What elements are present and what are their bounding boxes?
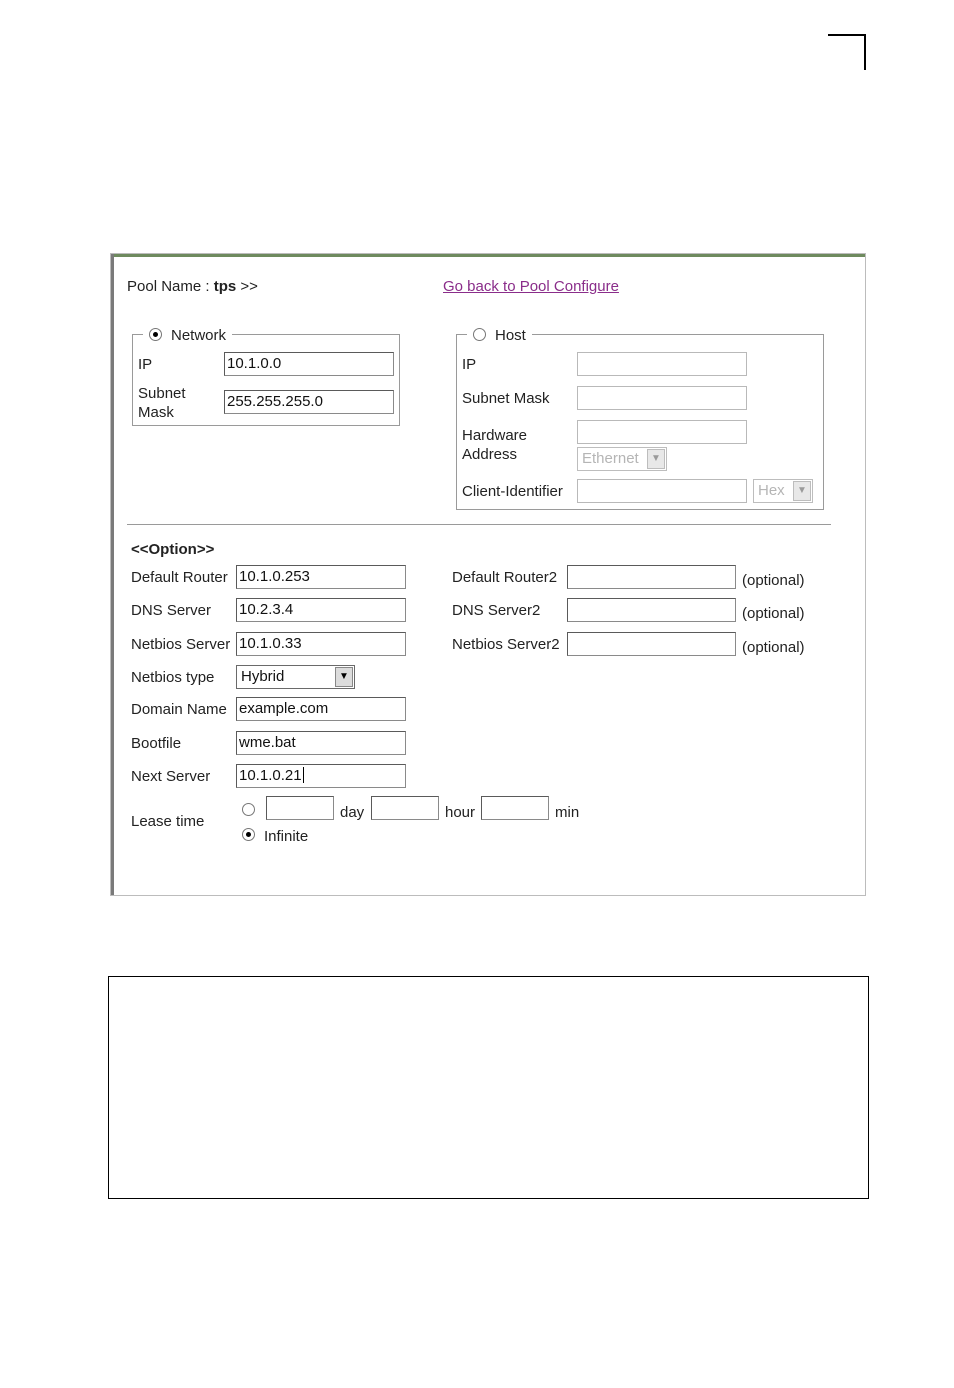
lease-day-input[interactable] — [266, 796, 334, 820]
network-ip-label: IP — [138, 356, 153, 373]
dns-server2-input[interactable] — [567, 598, 736, 622]
netbios-type-label: Netbios type — [131, 669, 215, 686]
host-client-id-type-value: Hex — [758, 482, 785, 499]
host-ip-input[interactable] — [577, 352, 747, 376]
host-legend-label: Host — [495, 327, 526, 344]
bootfile-label: Bootfile — [131, 735, 182, 752]
lease-min-input[interactable] — [481, 796, 549, 820]
pool-name-caption: Pool Name : — [127, 278, 214, 295]
network-ip-input[interactable]: 10.1.0.0 — [224, 352, 394, 376]
host-ip-label: IP — [462, 356, 477, 373]
network-radio[interactable] — [149, 328, 162, 341]
network-subnet-label-line2: Mask — [138, 404, 174, 421]
chevron-down-icon: ▼ — [647, 449, 665, 469]
host-client-id-label: Client-Identifier — [462, 483, 563, 500]
network-subnet-input[interactable]: 255.255.255.0 — [224, 390, 394, 414]
dns-server-label: DNS Server — [131, 602, 212, 619]
host-client-id-input[interactable] — [577, 479, 747, 503]
host-legend[interactable] — [467, 327, 532, 345]
default-router2-label: Default Router2 — [452, 569, 558, 586]
network-legend-label: Network — [171, 327, 227, 344]
bootfile-input[interactable]: wme.bat — [236, 731, 406, 755]
netbios-server2-label: Netbios Server2 — [452, 636, 560, 653]
section-divider — [127, 524, 831, 526]
default-router2-optional: (optional) — [742, 572, 805, 589]
netbios-type-select[interactable] — [236, 665, 355, 689]
netbios-server-label: Netbios Server — [131, 636, 231, 653]
default-router-label: Default Router — [131, 569, 228, 586]
next-server-value: 10.1.0.21 — [239, 767, 302, 784]
network-subnet-label-line1: Subnet — [138, 385, 186, 402]
netbios-server-input[interactable]: 10.1.0.33 — [236, 632, 406, 656]
option-title: <<Option>> — [131, 541, 215, 558]
dns-server2-optional: (optional) — [742, 605, 805, 622]
lease-day-unit: day — [340, 804, 365, 821]
dhcp-pool-config-panel — [110, 253, 866, 896]
panel-left-border — [111, 254, 114, 895]
default-router-input[interactable]: 10.1.0.253 — [236, 565, 406, 589]
dns-server2-label: DNS Server2 — [452, 602, 541, 619]
pool-name-value: tps — [213, 278, 237, 295]
chevron-down-icon: ▼ — [793, 481, 811, 501]
dns-server-input[interactable]: 10.2.3.4 — [236, 598, 406, 622]
panel-top-border — [111, 254, 865, 257]
pool-name-label — [127, 278, 258, 296]
host-radio[interactable] — [473, 328, 486, 341]
next-server-label: Next Server — [131, 768, 211, 785]
lease-hour-unit: hour — [445, 804, 476, 821]
netbios-server2-input[interactable] — [567, 632, 736, 656]
netbios-server2-optional: (optional) — [742, 639, 805, 656]
network-legend[interactable] — [143, 327, 232, 345]
domain-name-input[interactable]: example.com — [236, 697, 406, 721]
pool-name-suffix: >> — [236, 278, 258, 295]
host-hw-type-value: Ethernet — [582, 450, 639, 467]
chevron-down-icon: ▼ — [335, 667, 353, 687]
next-server-input[interactable] — [236, 764, 406, 788]
host-hw-type-select[interactable] — [577, 447, 667, 471]
text-cursor — [303, 767, 304, 783]
netbios-type-value: Hybrid — [241, 668, 285, 685]
domain-name-label: Domain Name — [131, 701, 227, 718]
host-hw-label-line1: Hardware — [462, 427, 528, 444]
host-hw-label-line2: Address — [462, 446, 518, 463]
host-subnet-input[interactable] — [577, 386, 747, 410]
default-router2-input[interactable] — [567, 565, 736, 589]
go-back-to-pool-configure-link[interactable]: Go back to Pool Configure — [443, 278, 619, 295]
host-hw-address-input[interactable] — [577, 420, 747, 444]
lease-infinite-radio[interactable] — [242, 828, 255, 841]
lease-infinite-label: Infinite — [264, 828, 309, 845]
lease-hour-input[interactable] — [371, 796, 439, 820]
page-corner-mark — [828, 34, 866, 70]
host-client-id-type-select[interactable] — [753, 479, 813, 503]
lease-duration-radio[interactable] — [242, 803, 255, 816]
lease-time-label: Lease time — [131, 813, 205, 830]
lease-min-unit: min — [555, 804, 580, 821]
host-subnet-label: Subnet Mask — [462, 390, 550, 407]
empty-content-box — [108, 976, 869, 1199]
